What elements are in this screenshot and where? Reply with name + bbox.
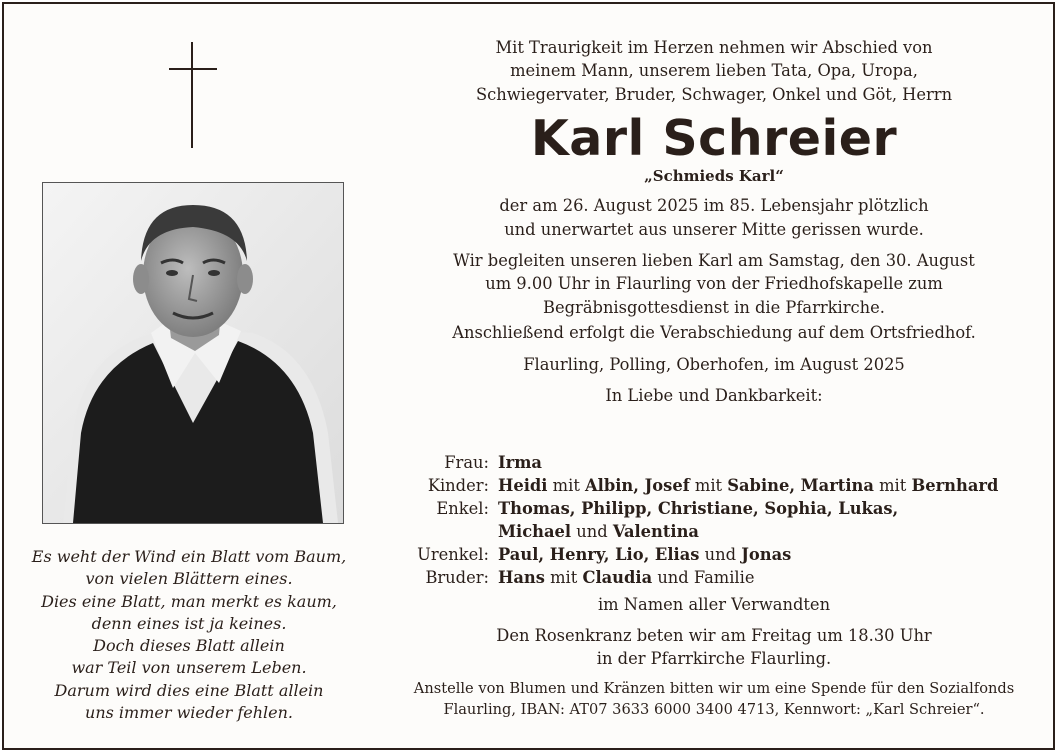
donation-line: Flaurling, IBAN: AT07 3633 6000 3400 4713, Kennwort: „Karl Schreier“. <box>443 701 985 718</box>
closing-section <box>384 593 1044 720</box>
relatives-line: im Namen aller Verwandten <box>597 595 831 614</box>
family-label: Frau: <box>444 453 489 472</box>
family-connector: und <box>699 545 742 564</box>
family-name: Claudia <box>582 568 653 587</box>
family-label: Urenkel: <box>417 545 489 564</box>
family-row-wife <box>384 451 1044 474</box>
family-name: Sabine, Martina <box>727 476 874 495</box>
family-name: Bernhard <box>911 476 999 495</box>
family-row-grandchildren-cont <box>384 520 1044 543</box>
funeral-line: Begräbnisgottesdienst in die Pfarrkirche. <box>543 297 885 317</box>
family-row-brother <box>384 566 1044 589</box>
death-line: der am 26. August 2025 im 85. Lebensjahr plötzlich <box>499 196 929 216</box>
poem-line: von vielen Blättern eines. <box>85 569 293 589</box>
poem-line: Doch dieses Blatt allein <box>93 636 285 656</box>
family-name: Irma <box>498 453 542 472</box>
gratitude-line: In Liebe und Dankbarkeit: <box>605 386 823 406</box>
family-name: Michael <box>498 522 572 541</box>
family-connector: mit <box>873 476 912 495</box>
family-connector: mit <box>547 476 586 495</box>
poem-line: Es weht der Wind ein Blatt vom Baum, <box>31 547 347 566</box>
deceased-name: Karl Schreier <box>530 110 898 168</box>
poem-line: war Teil von unserem Leben. <box>71 658 307 678</box>
poem-line: Darum wird dies eine Blatt allein <box>54 680 324 700</box>
family-row-grandchildren <box>384 497 1044 520</box>
family-name: Hans <box>498 568 545 587</box>
funeral-line: Anschließend erfolgt die Verabschiedung auf dem Ortsfriedhof. <box>452 323 976 343</box>
nickname: „Schmieds Karl“ <box>644 167 784 186</box>
poem-line: uns immer wieder fehlen. <box>85 703 293 723</box>
intro-line: meinem Mann, unserem lieben Tata, Opa, Uropa, <box>510 61 918 81</box>
family-name: Valentina <box>612 522 699 541</box>
donation-line: Anstelle von Blumen und Kränzen bitten wir um eine Spende für den Sozialfonds <box>413 680 1015 697</box>
family-connector: und <box>571 522 613 541</box>
place-date: Flaurling, Polling, Oberhofen, im August 2025 <box>523 354 905 374</box>
funeral-line: um 9.00 Uhr in Flaurling von der Friedhofskapelle zum <box>485 274 943 294</box>
family-row-children <box>384 474 1044 497</box>
family-name: Jonas <box>741 545 792 564</box>
funeral-line: Wir begleiten unseren lieben Karl am Samstag, den 30. August <box>453 251 975 271</box>
family-label: Bruder: <box>425 568 489 587</box>
poem-line: Dies eine Blatt, man merkt es kaum, <box>41 591 337 611</box>
rosary-line: Den Rosenkranz beten wir am Freitag um 18.30 Uhr <box>496 626 932 645</box>
family-list <box>384 451 1044 589</box>
announcement <box>384 36 1044 407</box>
obituary-card <box>2 2 1055 750</box>
family-connector: mit <box>544 568 583 587</box>
family-name: Albin, Josef <box>585 476 690 495</box>
death-line: und unerwartet aus unserer Mitte gerissen wurde. <box>504 219 924 239</box>
family-label: Enkel: <box>436 499 489 518</box>
family-connector: mit <box>689 476 728 495</box>
intro-line: Schwiegervater, Bruder, Schwager, Onkel und Göt, Herrn <box>475 84 953 104</box>
family-name: Heidi <box>498 476 548 495</box>
family-label: Kinder: <box>427 476 489 495</box>
rosary-line: in der Pfarrkirche Flaurling. <box>596 649 832 668</box>
family-row-great-grandchildren <box>384 543 1044 566</box>
poem-line: denn eines ist ja keines. <box>91 613 287 633</box>
family-connector: und Familie <box>652 568 755 587</box>
portrait-photo <box>42 182 344 524</box>
cross-icon <box>169 42 217 148</box>
family-name: Thomas, Philipp, Christiane, Sophia, Lukas, <box>498 499 899 518</box>
intro-line: Mit Traurigkeit im Herzen nehmen wir Abschied von <box>495 38 933 57</box>
family-name: Paul, Henry, Lio, Elias <box>498 545 700 564</box>
poem <box>14 546 364 724</box>
